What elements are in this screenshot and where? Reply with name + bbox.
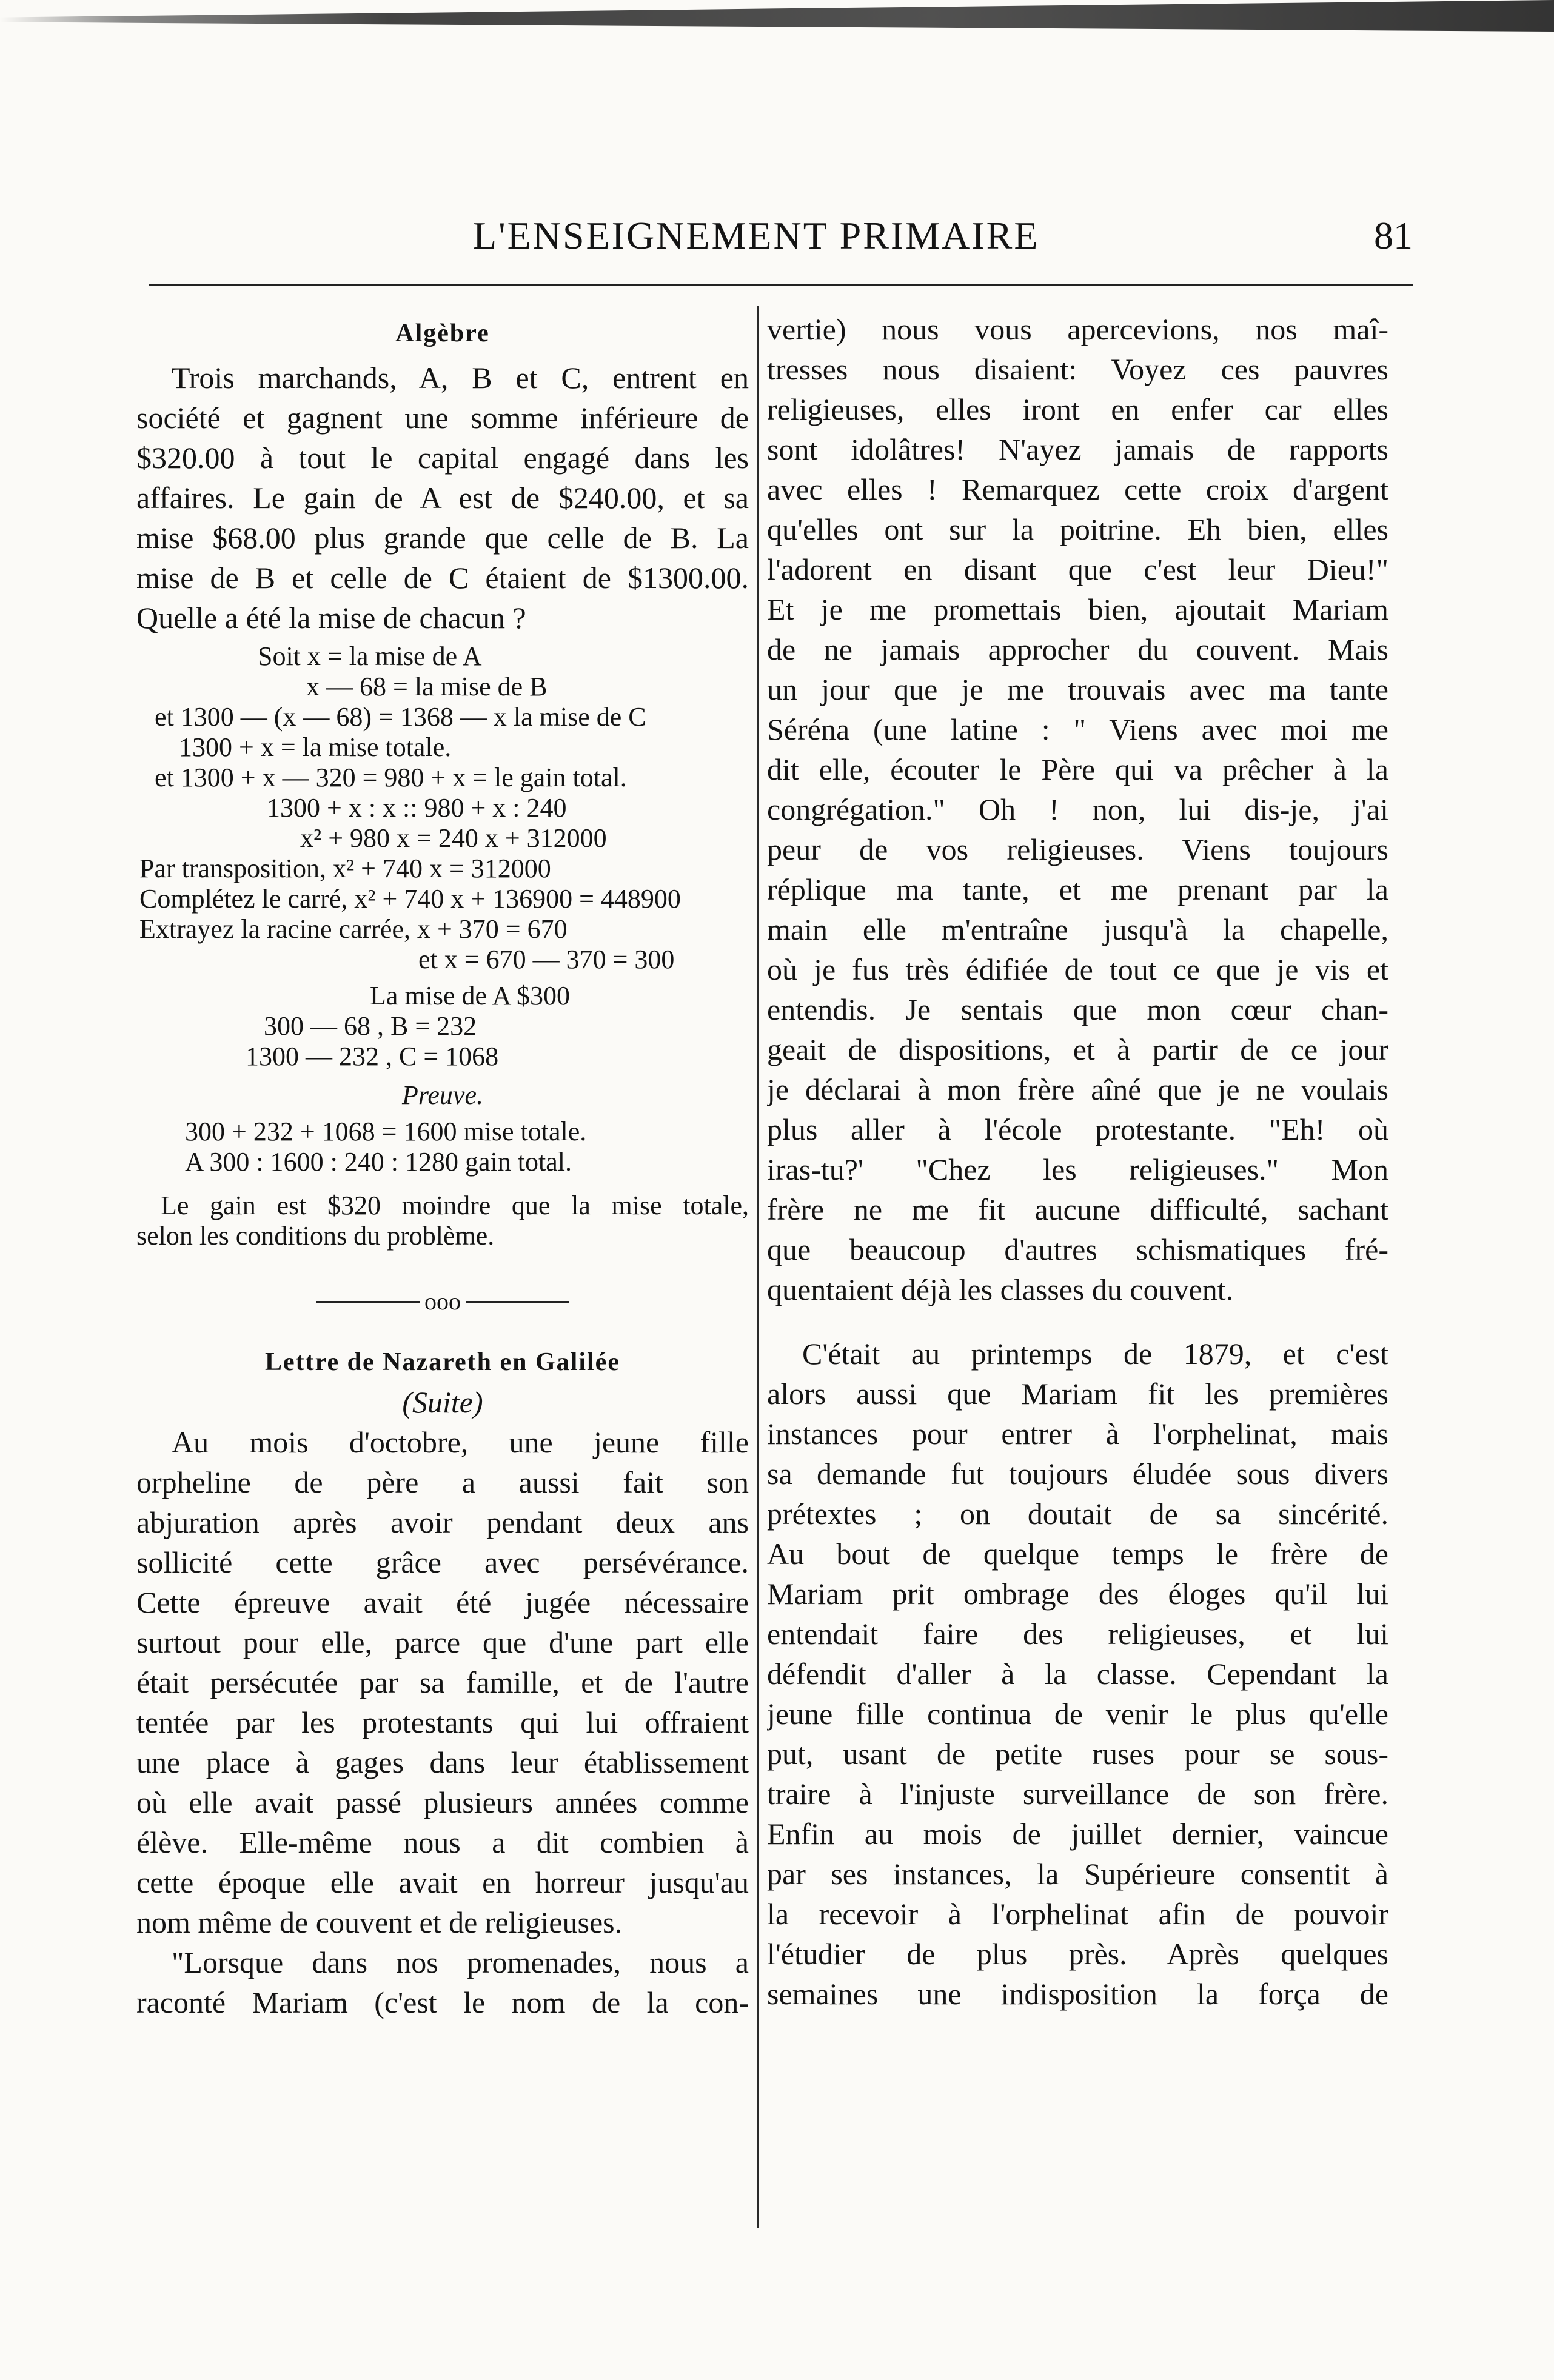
math-line: 300 — 68 , B = 232: [264, 1011, 477, 1041]
text-line: la recevoir à l'orphelinat afin de pouvoir: [767, 1897, 1388, 1931]
math-line: La mise de A $300: [370, 981, 570, 1011]
text-line: mise de B et celle de C étaient de $1300.00.: [136, 561, 749, 595]
text-line: Quelle a été la mise de chacun ?: [136, 601, 526, 635]
conclusion: [136, 1191, 749, 1251]
running-title: L'ENSEIGNEMENT PRIMAIRE: [473, 214, 1040, 257]
text-line: orpheline de père a aussi fait son: [136, 1465, 749, 1499]
math-line: x² + 980 x = 240 x + 312000: [300, 823, 607, 853]
math-line: 1300 — 232 , C = 1068: [246, 1041, 499, 1071]
page-number: 81: [1374, 214, 1413, 257]
paragraph-spring-1879: [767, 1334, 1388, 2014]
text-line: put, usant de petite ruses pour se sous-: [767, 1737, 1388, 1771]
math-line: et 1300 — (x — 68) = 1368 — x la mise de C: [155, 702, 646, 732]
text-line: sa demande fut toujours éludée sous divers: [767, 1457, 1388, 1491]
text-line: entendait faire des religieuses, et lui: [767, 1617, 1388, 1651]
text-line: "Lorsque dans nos promenades, nous a: [172, 1945, 749, 1979]
letter-title: Lettre de Nazareth en Galilée: [265, 1348, 620, 1376]
text-line: sont idolâtres! N'ayez jamais de rapports: [767, 432, 1388, 466]
algebra-solution: [136, 641, 749, 1072]
text-line: que beaucoup d'autres schismatiques fré-: [767, 1232, 1388, 1266]
text-line: réplique ma tante, et me prenant par la: [767, 872, 1388, 906]
algebra-problem: [136, 358, 749, 638]
letter-continuation: [767, 309, 1388, 1309]
proof: [136, 1117, 749, 1177]
text-line: entendis. Je sentais que mon cœur chan-: [767, 992, 1388, 1026]
text-line: mise $68.00 plus grande que celle de B. La: [136, 521, 749, 555]
text-line: tentée par les protestants qui lui offraient: [136, 1705, 749, 1739]
text-line: abjuration après avoir pendant deux ans: [136, 1505, 749, 1539]
math-line: 300 + 232 + 1068 = 1600 mise totale.: [185, 1117, 587, 1146]
math-line: et x = 670 — 370 = 300: [418, 944, 675, 974]
math-line: x — 68 = la mise de B: [306, 672, 548, 701]
text-line: semaines une indisposition la força de: [767, 1977, 1388, 2011]
text-line: main elle m'entraîne jusqu'à la chapelle,: [767, 912, 1388, 946]
text-line: jeune fille continua de venir le plus qu'elle: [767, 1697, 1388, 1731]
text-line: une place à gages dans leur établissement: [136, 1745, 749, 1779]
text-line: iras-tu?' "Chez les religieuses." Mon: [767, 1152, 1388, 1186]
text-line: société et gagnent une somme inférieure de: [136, 401, 749, 435]
math-line: Soit x = la mise de A: [258, 641, 482, 671]
text-line: prétextes ; on doutait de sa sincérité.: [767, 1497, 1388, 1531]
math-line: 1300 + x = la mise totale.: [179, 732, 452, 762]
text-line: Cette épreuve avait été jugée nécessaire: [136, 1585, 749, 1619]
text-line: selon les conditions du problème.: [136, 1221, 495, 1251]
text-line: était persécutée par sa famille, et de l'autre: [136, 1665, 749, 1699]
text-line: Enfin au mois de juillet dernier, vaincue: [767, 1817, 1388, 1851]
math-line: A 300 : 1600 : 240 : 1280 gain total.: [185, 1147, 572, 1177]
text-line: Et je me promettais bien, ajoutait Mariam: [767, 592, 1388, 626]
text-line: où je fus très édifiée de tout ce que je vis et: [767, 952, 1388, 986]
letter-subtitle: (Suite): [402, 1385, 483, 1419]
math-line: 1300 + x : x :: 980 + x : 240: [267, 793, 567, 823]
text-line: où elle avait passé plusieurs années comme: [136, 1785, 749, 1819]
section-separator: [136, 1282, 749, 1322]
text-line: peur de vos religieuses. Viens toujours: [767, 832, 1388, 866]
header-rule: [149, 284, 1413, 286]
page-header: [152, 213, 1413, 262]
separator-rule: [466, 1301, 569, 1303]
text-line: par ses instances, la Supérieure consentit à: [767, 1857, 1388, 1891]
text-line: sollicité cette grâce avec persévérance.: [136, 1545, 749, 1579]
text-line: vertie) nous vous apercevions, nos maî-: [767, 312, 1388, 346]
text-line: plus aller à l'école protestante. "Eh! où: [767, 1112, 1388, 1146]
text-line: nom même de couvent et de religieuses.: [136, 1905, 623, 1939]
text-line: C'était au printemps de 1879, et c'est: [802, 1337, 1388, 1371]
right-column: [767, 309, 1388, 2014]
math-line: et 1300 + x — 320 = 980 + x = le gain total.: [155, 763, 627, 792]
text-line: alors aussi que Mariam fit les premières: [767, 1377, 1388, 1411]
text-line: Le gain est $320 moindre que la mise totale,: [161, 1191, 749, 1220]
text-line: dit elle, écouter le Père qui va prêcher à la: [767, 752, 1388, 786]
text-line: de ne jamais approcher du couvent. Mais: [767, 632, 1388, 666]
left-column: [136, 309, 749, 2022]
text-line: religieuses, elles iront en enfer car elles: [767, 392, 1388, 426]
letter-body: [136, 1422, 749, 2022]
text-line: $320.00 à tout le capital engagé dans les: [136, 441, 749, 475]
text-line: l'étudier de plus près. Après quelques: [767, 1937, 1388, 1971]
math-line: Par transposition, x² + 740 x = 312000: [139, 854, 551, 883]
text-line: surtout pour elle, parce que d'une part elle: [136, 1625, 749, 1659]
text-line: traire à l'injuste surveillance de son frère.: [767, 1777, 1388, 1811]
algebra-heading: Algèbre: [395, 319, 490, 347]
text-line: je déclarai à mon frère aîné que je ne voulais: [767, 1072, 1388, 1106]
text-line: frère ne me fit aucune difficulté, sachant: [767, 1192, 1388, 1226]
math-line: Complétez le carré, x² + 740 x + 136900 = 448900: [139, 884, 681, 914]
text-line: tresses nous disaient: Voyez ces pauvres: [767, 352, 1388, 386]
text-line: instances pour entrer à l'orphelinat, mais: [767, 1417, 1388, 1451]
paragraph-gap: [767, 1309, 1388, 1334]
text-line: qu'elles ont sur la poitrine. Eh bien, elles: [767, 512, 1388, 546]
text-line: Au mois d'octobre, une jeune fille: [172, 1425, 749, 1459]
text-line: Séréna (une latine : " Viens avec moi me: [767, 712, 1388, 746]
text-line: Au bout de quelque temps le frère de: [767, 1537, 1388, 1571]
proof-heading: Preuve.: [402, 1080, 483, 1110]
separator-rule: [316, 1301, 420, 1303]
text-line: geait de dispositions, et à partir de ce jour: [767, 1032, 1388, 1066]
text-line: raconté Mariam (c'est le nom de la con-: [136, 1985, 749, 2019]
text-line: l'adorent en disant que c'est leur Dieu!": [767, 552, 1388, 586]
text-line: défendit d'aller à la classe. Cependant la: [767, 1657, 1388, 1691]
text-line: un jour que je me trouvais avec ma tante: [767, 672, 1388, 706]
text-line: congrégation." Oh ! non, lui dis-je, j'ai: [767, 792, 1388, 826]
column-divider: [757, 306, 759, 2228]
text-line: affaires. Le gain de A est de $240.00, et sa: [136, 481, 749, 515]
separator-label: ooo: [424, 1288, 461, 1315]
text-line: cette époque elle avait en horreur jusqu'au: [136, 1865, 749, 1899]
text-line: Trois marchands, A, B et C, entrent en: [172, 361, 749, 395]
text-line: quentaient déjà les classes du couvent.: [767, 1272, 1234, 1306]
text-line: avec elles ! Remarquez cette croix d'argent: [767, 472, 1388, 506]
text-line: Mariam prit ombrage des éloges qu'il lui: [767, 1577, 1388, 1611]
scan-edge-artifact: [0, 0, 1554, 32]
text-line: élève. Elle-même nous a dit combien à: [136, 1825, 749, 1859]
math-line: Extrayez la racine carrée, x + 370 = 670: [139, 914, 568, 944]
